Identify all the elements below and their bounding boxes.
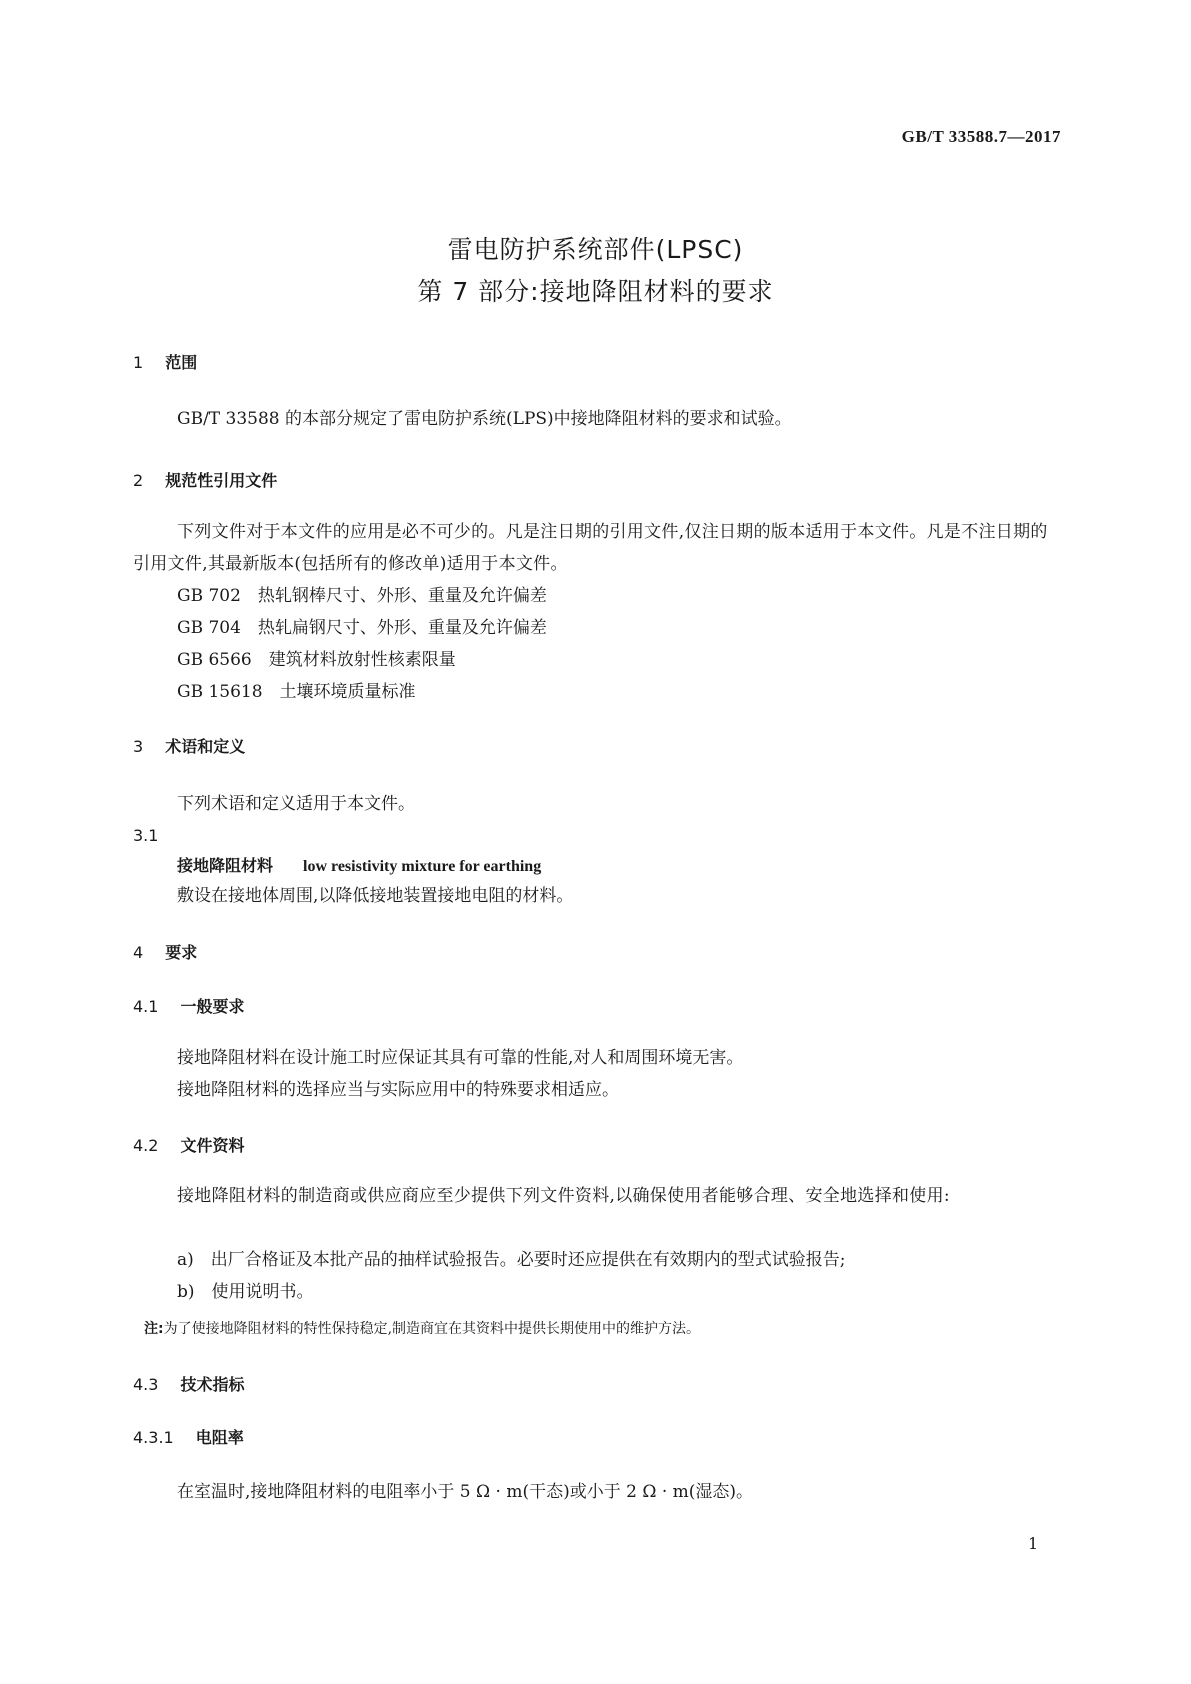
note-label: 注:	[144, 1321, 164, 1337]
section-1-text: GB/T 33588 的本部分规定了雷电防护系统(LPS)中接地降阻材料的要求和试验。	[177, 409, 792, 429]
section-4-heading	[133, 940, 197, 963]
document-title-line1: 雷电防护系统部件(LPSC)	[447, 235, 744, 264]
section-title: 技术指标	[180, 1375, 245, 1394]
section-title: 要求	[165, 943, 198, 962]
section-number: 4.3	[133, 1375, 159, 1394]
standard-code: GB/T 33588.7—2017	[901, 127, 1061, 146]
section-title: 电阻率	[195, 1428, 244, 1447]
term-english: low resistivity mixture for earthing	[303, 858, 542, 875]
list-item: b) 使用说明书。	[177, 1282, 314, 1302]
term-number: 3.1	[133, 826, 159, 845]
section-4-2-intro: 接地降阻材料的制造商或供应商应至少提供下列文件资料,以确保使用者能够合理、安全地选择和使用:	[177, 1186, 950, 1206]
section-3-intro: 下列术语和定义适用于本文件。	[177, 794, 415, 814]
section-title: 一般要求	[180, 997, 245, 1016]
reference-item: GB 6566 建筑材料放射性核素限量	[177, 650, 456, 670]
section-2-heading	[133, 468, 277, 491]
section-number: 3	[133, 737, 144, 756]
section-number: 4.2	[133, 1136, 159, 1155]
paragraph: 接地降阻材料的选择应当与实际应用中的特殊要求相适应。	[177, 1080, 619, 1100]
page-number: 1	[1028, 1534, 1039, 1553]
section-number: 4	[133, 943, 144, 962]
section-title: 术语和定义	[165, 737, 246, 756]
section-number: 4.3.1	[133, 1428, 174, 1447]
section-number: 4.1	[133, 997, 159, 1016]
term-chinese: 接地降阻材料	[177, 856, 274, 875]
reference-item: GB 702 热轧钢棒尺寸、外形、重量及允许偏差	[177, 586, 547, 606]
note	[144, 1318, 700, 1338]
section-title: 规范性引用文件	[165, 471, 278, 490]
section-2-intro: 下列文件对于本文件的应用是必不可少的。凡是注日期的引用文件,仅注日期的版本适用于本文件。凡是不注日期的引用文件,其最新版本(包括所有的修改单)适用于本文件。	[133, 522, 1048, 574]
section-4-1-heading	[133, 994, 244, 1017]
section-3-heading	[133, 734, 245, 757]
section-4-2-heading	[133, 1133, 244, 1156]
note-text: 为了使接地降阻材料的特性保持稳定,制造商宜在其资料中提供长期使用中的维护方法。	[163, 1321, 701, 1337]
term-entry	[177, 850, 541, 883]
paragraph: 在室温时,接地降阻材料的电阻率小于 5 Ω · m(干态)或小于 2 Ω · m(湿态)。	[177, 1482, 754, 1502]
section-number: 2	[133, 471, 144, 490]
reference-item: GB 704 热轧扁钢尺寸、外形、重量及允许偏差	[177, 618, 547, 638]
section-title: 范围	[165, 353, 198, 372]
list-item: a) 出厂合格证及本批产品的抽样试验报告。必要时还应提供在有效期内的型式试验报告;	[177, 1250, 846, 1270]
section-1-heading	[133, 350, 197, 373]
section-title: 文件资料	[180, 1136, 245, 1155]
paragraph: 接地降阻材料在设计施工时应保证其具有可靠的性能,对人和周围环境无害。	[177, 1048, 744, 1068]
term-definition: 敷设在接地体周围,以降低接地装置接地电阻的材料。	[177, 886, 574, 906]
reference-item: GB 15618 土壤环境质量标准	[177, 682, 416, 702]
document-title-line2: 第 7 部分:接地降阻材料的要求	[417, 277, 774, 306]
section-4-3-1-heading	[133, 1425, 244, 1448]
section-number: 1	[133, 353, 144, 372]
section-4-3-heading	[133, 1372, 244, 1395]
